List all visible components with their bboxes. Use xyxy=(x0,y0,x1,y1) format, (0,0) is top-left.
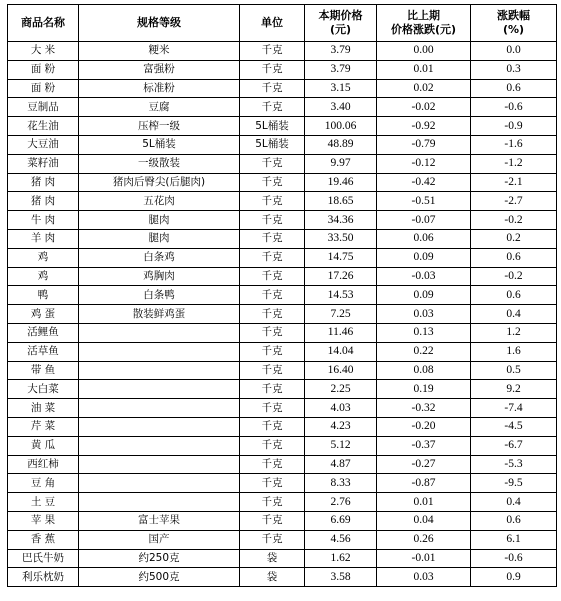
cell-price: 100.06 xyxy=(305,117,377,136)
cell-unit: 千克 xyxy=(240,323,305,342)
cell-unit: 5L桶装 xyxy=(240,135,305,154)
cell-name: 芹 菜 xyxy=(8,417,79,436)
cell-spec: 约500克 xyxy=(79,568,240,587)
table-row xyxy=(8,568,557,587)
cell-unit: 千克 xyxy=(240,79,305,98)
cell-pct: -0.6 xyxy=(471,549,557,568)
cell-pct: -0.9 xyxy=(471,117,557,136)
cell-price: 4.87 xyxy=(305,455,377,474)
cell-spec: 压榨一级 xyxy=(79,117,240,136)
table-row xyxy=(8,60,557,79)
cell-name: 带 鱼 xyxy=(8,361,79,380)
cell-pct: 0.6 xyxy=(471,511,557,530)
cell-spec: 富强粉 xyxy=(79,60,240,79)
cell-name: 面 粉 xyxy=(8,60,79,79)
header-spec: 规格等级 xyxy=(79,5,240,42)
cell-price: 5.12 xyxy=(305,436,377,455)
table-row xyxy=(8,286,557,305)
cell-price: 48.89 xyxy=(305,135,377,154)
cell-pct: 9.2 xyxy=(471,380,557,399)
table-row xyxy=(8,417,557,436)
cell-spec xyxy=(79,361,240,380)
table-row xyxy=(8,79,557,98)
cell-price: 6.69 xyxy=(305,511,377,530)
cell-price: 3.79 xyxy=(305,60,377,79)
cell-change: 0.09 xyxy=(377,248,471,267)
table-row xyxy=(8,267,557,286)
cell-spec: 一级散装 xyxy=(79,154,240,173)
cell-change: 0.06 xyxy=(377,229,471,248)
cell-price: 18.65 xyxy=(305,192,377,211)
cell-change: 0.01 xyxy=(377,493,471,512)
cell-name: 豆 角 xyxy=(8,474,79,493)
cell-pct: -6.7 xyxy=(471,436,557,455)
cell-pct: 0.6 xyxy=(471,286,557,305)
cell-unit: 千克 xyxy=(240,229,305,248)
cell-change: -0.92 xyxy=(377,117,471,136)
cell-change: -0.20 xyxy=(377,417,471,436)
table-row xyxy=(8,493,557,512)
cell-unit: 千克 xyxy=(240,248,305,267)
cell-unit: 千克 xyxy=(240,530,305,549)
cell-spec xyxy=(79,417,240,436)
table-row xyxy=(8,98,557,117)
cell-change: 0.09 xyxy=(377,286,471,305)
header-change: 比上期 价格涨跌(元) xyxy=(377,5,471,42)
table-row xyxy=(8,380,557,399)
cell-change: -0.37 xyxy=(377,436,471,455)
cell-spec: 豆腐 xyxy=(79,98,240,117)
cell-price: 4.03 xyxy=(305,399,377,418)
cell-name: 花生油 xyxy=(8,117,79,136)
table-row xyxy=(8,117,557,136)
price-table-container xyxy=(7,4,557,587)
cell-spec xyxy=(79,399,240,418)
cell-spec xyxy=(79,323,240,342)
cell-unit: 袋 xyxy=(240,549,305,568)
cell-spec: 白条鸭 xyxy=(79,286,240,305)
cell-change: -0.12 xyxy=(377,154,471,173)
cell-pct: -4.5 xyxy=(471,417,557,436)
cell-unit: 千克 xyxy=(240,417,305,436)
cell-unit: 千克 xyxy=(240,98,305,117)
cell-spec: 猪肉后臀尖(后腿肉) xyxy=(79,173,240,192)
cell-pct: -1.2 xyxy=(471,154,557,173)
cell-price: 3.15 xyxy=(305,79,377,98)
table-row xyxy=(8,474,557,493)
cell-unit: 千克 xyxy=(240,154,305,173)
cell-change: -0.02 xyxy=(377,98,471,117)
cell-change: 0.26 xyxy=(377,530,471,549)
cell-name: 鸡 蛋 xyxy=(8,305,79,324)
cell-pct: 0.0 xyxy=(471,42,557,61)
cell-change: 0.01 xyxy=(377,60,471,79)
table-row xyxy=(8,342,557,361)
cell-change: 0.04 xyxy=(377,511,471,530)
cell-price: 9.97 xyxy=(305,154,377,173)
table-row xyxy=(8,549,557,568)
cell-unit: 千克 xyxy=(240,455,305,474)
cell-spec: 约250克 xyxy=(79,549,240,568)
cell-name: 鸡 xyxy=(8,248,79,267)
table-row xyxy=(8,530,557,549)
cell-name: 油 菜 xyxy=(8,399,79,418)
cell-price: 8.33 xyxy=(305,474,377,493)
cell-spec xyxy=(79,493,240,512)
table-row xyxy=(8,154,557,173)
cell-price: 3.79 xyxy=(305,42,377,61)
cell-unit: 千克 xyxy=(240,342,305,361)
cell-spec: 国产 xyxy=(79,530,240,549)
cell-unit: 千克 xyxy=(240,42,305,61)
cell-pct: 0.3 xyxy=(471,60,557,79)
cell-pct: 0.6 xyxy=(471,79,557,98)
cell-price: 1.62 xyxy=(305,549,377,568)
cell-name: 牛 肉 xyxy=(8,211,79,230)
cell-change: 0.02 xyxy=(377,79,471,98)
cell-unit: 千克 xyxy=(240,286,305,305)
cell-pct: 1.2 xyxy=(471,323,557,342)
cell-spec xyxy=(79,474,240,493)
cell-name: 土 豆 xyxy=(8,493,79,512)
price-table xyxy=(7,4,557,587)
cell-change: -0.32 xyxy=(377,399,471,418)
cell-pct: 0.5 xyxy=(471,361,557,380)
cell-change: 0.00 xyxy=(377,42,471,61)
cell-pct: -0.6 xyxy=(471,98,557,117)
header-pct: 涨跌幅 (%) xyxy=(471,5,557,42)
cell-pct: -0.2 xyxy=(471,267,557,286)
cell-spec xyxy=(79,455,240,474)
cell-price: 14.53 xyxy=(305,286,377,305)
cell-price: 2.25 xyxy=(305,380,377,399)
cell-unit: 千克 xyxy=(240,173,305,192)
cell-pct: 0.9 xyxy=(471,568,557,587)
cell-name: 巴氏牛奶 xyxy=(8,549,79,568)
cell-spec: 富士苹果 xyxy=(79,511,240,530)
cell-spec xyxy=(79,436,240,455)
cell-spec: 腿肉 xyxy=(79,229,240,248)
cell-price: 2.76 xyxy=(305,493,377,512)
cell-change: -0.87 xyxy=(377,474,471,493)
cell-spec: 散装鲜鸡蛋 xyxy=(79,305,240,324)
cell-name: 鸡 xyxy=(8,267,79,286)
cell-spec xyxy=(79,342,240,361)
cell-name: 菜籽油 xyxy=(8,154,79,173)
cell-spec: 白条鸡 xyxy=(79,248,240,267)
table-row xyxy=(8,399,557,418)
cell-price: 14.75 xyxy=(305,248,377,267)
cell-pct: -9.5 xyxy=(471,474,557,493)
cell-change: -0.27 xyxy=(377,455,471,474)
cell-name: 西红柿 xyxy=(8,455,79,474)
cell-pct: 0.4 xyxy=(471,493,557,512)
cell-unit: 千克 xyxy=(240,493,305,512)
table-body xyxy=(8,42,557,587)
cell-unit: 袋 xyxy=(240,568,305,587)
cell-change: 0.03 xyxy=(377,305,471,324)
cell-change: 0.03 xyxy=(377,568,471,587)
cell-name: 猪 肉 xyxy=(8,173,79,192)
cell-unit: 千克 xyxy=(240,211,305,230)
cell-name: 羊 肉 xyxy=(8,229,79,248)
cell-unit: 千克 xyxy=(240,60,305,79)
cell-price: 33.50 xyxy=(305,229,377,248)
table-row xyxy=(8,173,557,192)
cell-price: 17.26 xyxy=(305,267,377,286)
cell-pct: 6.1 xyxy=(471,530,557,549)
cell-change: -0.42 xyxy=(377,173,471,192)
cell-unit: 千克 xyxy=(240,305,305,324)
cell-unit: 千克 xyxy=(240,361,305,380)
cell-unit: 5L桶装 xyxy=(240,117,305,136)
cell-pct: -1.6 xyxy=(471,135,557,154)
cell-price: 3.58 xyxy=(305,568,377,587)
cell-change: 0.13 xyxy=(377,323,471,342)
cell-unit: 千克 xyxy=(240,380,305,399)
table-row xyxy=(8,192,557,211)
cell-pct: -5.3 xyxy=(471,455,557,474)
cell-name: 猪 肉 xyxy=(8,192,79,211)
table-row xyxy=(8,455,557,474)
cell-change: -0.79 xyxy=(377,135,471,154)
cell-spec xyxy=(79,380,240,399)
table-row xyxy=(8,229,557,248)
cell-price: 34.36 xyxy=(305,211,377,230)
cell-change: -0.03 xyxy=(377,267,471,286)
cell-price: 4.23 xyxy=(305,417,377,436)
cell-pct: -2.7 xyxy=(471,192,557,211)
cell-price: 3.40 xyxy=(305,98,377,117)
cell-spec: 腿肉 xyxy=(79,211,240,230)
cell-price: 19.46 xyxy=(305,173,377,192)
cell-price: 14.04 xyxy=(305,342,377,361)
table-row xyxy=(8,42,557,61)
cell-name: 活鲤鱼 xyxy=(8,323,79,342)
cell-spec: 鸡胸肉 xyxy=(79,267,240,286)
cell-price: 7.25 xyxy=(305,305,377,324)
cell-change: 0.22 xyxy=(377,342,471,361)
cell-name: 利乐枕奶 xyxy=(8,568,79,587)
cell-pct: 0.6 xyxy=(471,248,557,267)
cell-change: -0.51 xyxy=(377,192,471,211)
cell-change: 0.08 xyxy=(377,361,471,380)
table-row xyxy=(8,135,557,154)
cell-pct: -2.1 xyxy=(471,173,557,192)
cell-pct: -7.4 xyxy=(471,399,557,418)
cell-unit: 千克 xyxy=(240,474,305,493)
header-price: 本期价格 (元) xyxy=(305,5,377,42)
table-row xyxy=(8,211,557,230)
table-row xyxy=(8,361,557,380)
cell-name: 豆制品 xyxy=(8,98,79,117)
cell-pct: 0.4 xyxy=(471,305,557,324)
cell-price: 4.56 xyxy=(305,530,377,549)
cell-pct: 0.2 xyxy=(471,229,557,248)
header-name: 商品名称 xyxy=(8,5,79,42)
cell-name: 鸭 xyxy=(8,286,79,305)
cell-unit: 千克 xyxy=(240,399,305,418)
cell-name: 活草鱼 xyxy=(8,342,79,361)
cell-name: 面 粉 xyxy=(8,79,79,98)
cell-change: -0.07 xyxy=(377,211,471,230)
cell-spec: 标准粉 xyxy=(79,79,240,98)
cell-unit: 千克 xyxy=(240,511,305,530)
cell-price: 11.46 xyxy=(305,323,377,342)
cell-name: 大豆油 xyxy=(8,135,79,154)
cell-spec: 五花肉 xyxy=(79,192,240,211)
cell-change: 0.19 xyxy=(377,380,471,399)
cell-change: -0.01 xyxy=(377,549,471,568)
table-row xyxy=(8,248,557,267)
table-row xyxy=(8,323,557,342)
cell-name: 香 蕉 xyxy=(8,530,79,549)
table-header-row xyxy=(8,5,557,42)
cell-pct: 1.6 xyxy=(471,342,557,361)
cell-name: 大 米 xyxy=(8,42,79,61)
cell-name: 苹 果 xyxy=(8,511,79,530)
cell-name: 黄 瓜 xyxy=(8,436,79,455)
table-row xyxy=(8,305,557,324)
cell-spec: 5L桶装 xyxy=(79,135,240,154)
cell-unit: 千克 xyxy=(240,267,305,286)
table-row xyxy=(8,511,557,530)
header-unit: 单位 xyxy=(240,5,305,42)
cell-unit: 千克 xyxy=(240,436,305,455)
cell-pct: -0.2 xyxy=(471,211,557,230)
cell-name: 大白菜 xyxy=(8,380,79,399)
cell-unit: 千克 xyxy=(240,192,305,211)
cell-spec: 粳米 xyxy=(79,42,240,61)
table-row xyxy=(8,436,557,455)
cell-price: 16.40 xyxy=(305,361,377,380)
